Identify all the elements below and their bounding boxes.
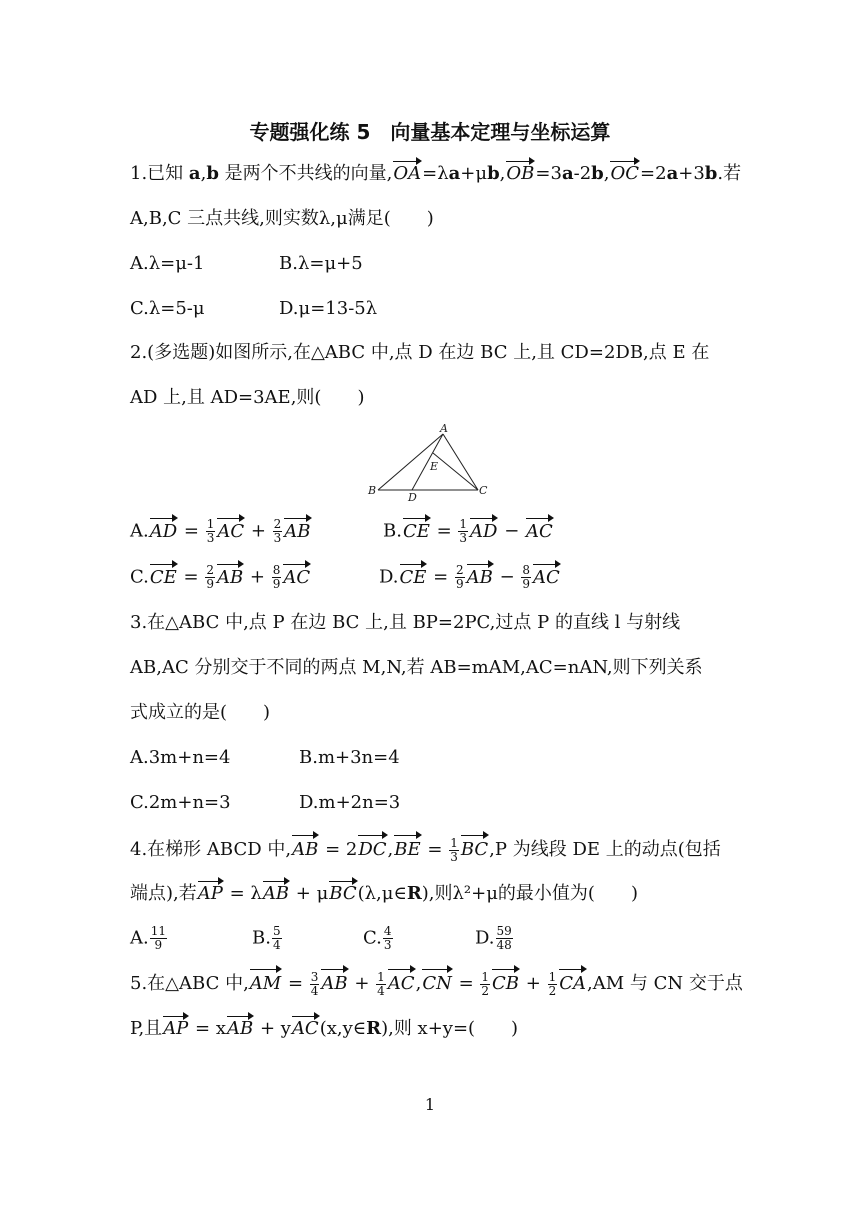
fraction: $\frac{2}{3}$ bbox=[273, 517, 282, 545]
fraction: $\frac{59}{48}$ bbox=[496, 924, 512, 952]
q3-option-c[interactable]: C.2m+n=3 bbox=[130, 792, 231, 813]
q1-option-c[interactable]: C.λ=5-μ bbox=[130, 298, 205, 319]
q4-line1: 4.在梯形 ABCD 中,AB = 2DC,BE = $\frac{1}{3}$ BC,P 为线段 DE 上的动点(包括 bbox=[130, 835, 721, 864]
q1-option-b[interactable]: B.λ=μ+5 bbox=[279, 253, 363, 274]
segment-ad bbox=[412, 434, 443, 490]
triangle-figure bbox=[360, 420, 500, 508]
fraction: $\frac{1}{2}$ bbox=[548, 969, 557, 998]
q2-option-a[interactable]: A.AD = $\frac{1}{3}$ AC + $\frac{2}{3}$ AB bbox=[130, 517, 311, 545]
fraction: $\frac{8}{9}$ bbox=[522, 563, 531, 591]
q2-line2: AD 上,且 AD=3AE,则( ) bbox=[130, 387, 365, 408]
side-ac bbox=[443, 434, 478, 490]
page-number: 1 bbox=[424, 1095, 436, 1114]
label-d: D bbox=[408, 491, 417, 504]
label-b: B bbox=[368, 484, 377, 497]
fraction: $\frac{1}{3}$ bbox=[459, 517, 468, 545]
vector-oc: OC bbox=[610, 163, 640, 184]
q2-option-c[interactable]: C.CE = $\frac{2}{9}$ AB + $\frac{8}{9}$ AC bbox=[130, 563, 311, 591]
q3-line1: 3.在△ABC 中,点 P 在边 BC 上,且 BP=2PC,过点 P 的直线 l 与射线 bbox=[130, 612, 681, 633]
q3-line3: 式成立的是( ) bbox=[130, 702, 271, 723]
q1-line1: 1.已知 a,b 是两个不共线的向量,OA=λa+μb,OB=3a-2b,OC=2a+3b.若 bbox=[130, 163, 742, 184]
page-title: 专题强化练 5 向量基本定理与坐标运算 bbox=[249, 120, 611, 144]
q3-line2: AB,AC 分别交于不同的两点 M,N,若 AB=mAM,AC=nAN,则下列关系 bbox=[130, 657, 703, 678]
fraction: $\frac{4}{3}$ bbox=[383, 924, 392, 952]
fraction: $\frac{8}{9}$ bbox=[272, 563, 281, 591]
fraction: $\frac{1}{3}$ bbox=[450, 835, 458, 864]
q2-line1: 2.(多选题)如图所示,在△ABC 中,点 D 在边 BC 上,且 CD=2DB,点 E 在 bbox=[130, 342, 710, 363]
q4-line2: 端点),若AP = λAB + μBC(λ,μ∈R),则λ²+μ的最小值为( ) bbox=[130, 883, 638, 904]
q1-option-d[interactable]: D.μ=13-5λ bbox=[279, 298, 378, 319]
fraction: $\frac{2}{9}$ bbox=[455, 563, 464, 591]
q1-line2: A,B,C 三点共线,则实数λ,μ满足( ) bbox=[130, 208, 434, 229]
fraction: $\frac{1}{3}$ bbox=[206, 517, 215, 545]
q3-option-d[interactable]: D.m+2n=3 bbox=[299, 792, 401, 813]
vector-ob: OB bbox=[506, 163, 535, 184]
fraction: $\frac{1}{2}$ bbox=[481, 969, 490, 998]
q1-option-a[interactable]: A.λ=μ-1 bbox=[130, 253, 205, 274]
fraction: $\frac{11}{9}$ bbox=[150, 924, 167, 952]
q3-option-a[interactable]: A.3m+n=4 bbox=[130, 747, 231, 768]
q4-option-d[interactable]: D. $\frac{59}{48}$ bbox=[475, 924, 512, 952]
q4-option-a[interactable]: A. $\frac{11}{9}$ bbox=[130, 924, 167, 952]
q5-line2: P,且AP = xAB + yAC(x,y∈R),则 x+y=( ) bbox=[130, 1018, 519, 1039]
vector-oa: OA bbox=[393, 163, 422, 184]
q4-option-b[interactable]: B. $\frac{5}{4}$ bbox=[252, 924, 281, 952]
q4-option-c[interactable]: C. $\frac{4}{3}$ bbox=[363, 924, 392, 952]
label-a: A bbox=[440, 422, 448, 435]
q3-option-b[interactable]: B.m+3n=4 bbox=[299, 747, 400, 768]
label-e: E bbox=[430, 460, 439, 473]
q2-option-b[interactable]: B.CE = $\frac{1}{3}$ AD − AC bbox=[383, 517, 553, 545]
segment-ce bbox=[433, 453, 478, 490]
fraction: $\frac{1}{4}$ bbox=[377, 969, 385, 998]
label-c: C bbox=[479, 484, 488, 497]
fraction: $\frac{3}{4}$ bbox=[310, 969, 319, 998]
q2-option-d[interactable]: D.CE = $\frac{2}{9}$ AB − $\frac{8}{9}$ AC bbox=[379, 563, 560, 591]
fraction: $\frac{2}{9}$ bbox=[206, 563, 214, 591]
q5-line1: 5.在△ABC 中,AM = $\frac{3}{4}$ AB + $\frac{1}{4}$ AC,CN = $\frac{1}{2}$ CB + $\frac{1}{2}$ CA,AM 与 CN 交于点 bbox=[130, 969, 743, 998]
fraction: $\frac{5}{4}$ bbox=[272, 924, 281, 952]
